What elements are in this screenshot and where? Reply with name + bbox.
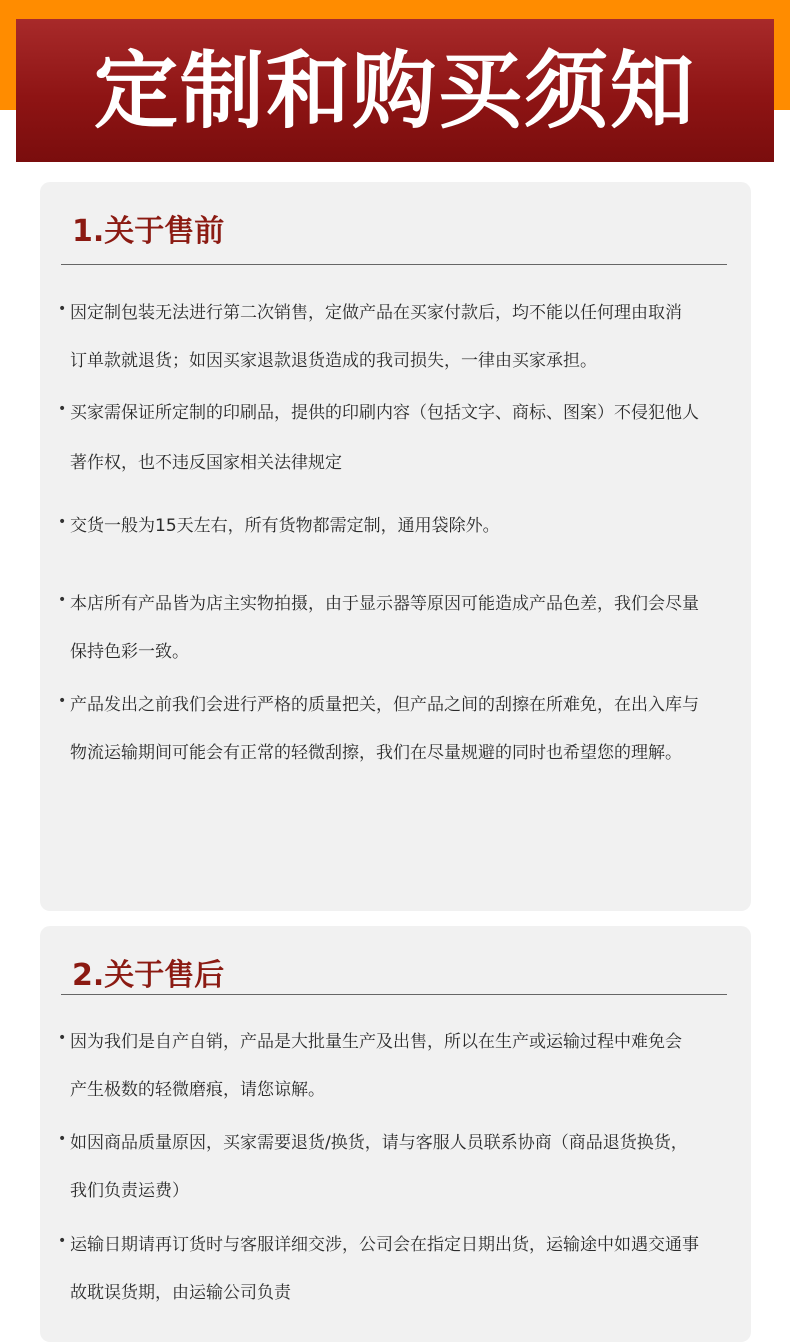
bullet-icon: • — [58, 1131, 67, 1147]
item-text-line: 保持色彩一致。 — [70, 642, 189, 662]
item-text-line: 交货一般为15天左右，所有货物都需定制，通用袋除外。 — [70, 516, 500, 536]
bullet-icon: • — [58, 693, 67, 709]
section-aftersale-card — [40, 926, 751, 1342]
item-text-line: 订单款就退货；如因买家退款退货造成的我司损失，一律由买家承担。 — [70, 351, 597, 371]
section-presale-card — [40, 182, 751, 911]
section-divider — [61, 994, 727, 995]
item-text-line: 本店所有产品皆为店主实物拍摄，由于显示器等原因可能造成产品色差，我们会尽量 — [70, 594, 699, 614]
item-text-line: 因为我们是自产自销，产品是大批量生产及出售，所以在生产或运输过程中难免会 — [70, 1032, 682, 1052]
page-title: 定制和购买须知 — [93, 41, 696, 140]
item-text-line: 运输日期请再订货时与客服详细交涉，公司会在指定日期出货，运输途中如遇交通事 — [70, 1235, 699, 1255]
item-text-line: 我们负责运费） — [70, 1181, 189, 1201]
header-banner — [16, 19, 774, 162]
section-title-aftersale: 2.关于售后 — [72, 958, 225, 993]
section-divider — [61, 264, 727, 265]
item-text-line: 因定制包装无法进行第二次销售，定做产品在买家付款后，均不能以任何理由取消 — [70, 303, 682, 323]
item-text-line: 产生极数的轻微磨痕，请您谅解。 — [70, 1080, 325, 1100]
bullet-icon: • — [58, 1233, 67, 1249]
bullet-icon: • — [58, 592, 67, 608]
item-text-line: 物流运输期间可能会有正常的轻微刮擦，我们在尽量规避的同时也希望您的理解。 — [70, 743, 682, 763]
bullet-icon: • — [58, 301, 67, 317]
item-text-line: 如因商品质量原因，买家需要退货/换货，请与客服人员联系协商（商品退货换货， — [70, 1133, 688, 1153]
section-title-presale: 1.关于售前 — [72, 214, 225, 249]
item-text-line: 产品发出之前我们会进行严格的质量把关，但产品之间的刮擦在所难免，在出入库与 — [70, 695, 699, 715]
bullet-icon: • — [58, 1030, 67, 1046]
item-text-line: 故耽误货期，由运输公司负责 — [70, 1283, 291, 1303]
bullet-icon: • — [58, 514, 67, 530]
item-text-line: 买家需保证所定制的印刷品，提供的印刷内容（包括文字、商标、图案）不侵犯他人 — [70, 403, 699, 423]
item-text-line: 著作权，也不违反国家相关法律规定 — [70, 453, 342, 473]
bullet-icon: • — [58, 401, 67, 417]
